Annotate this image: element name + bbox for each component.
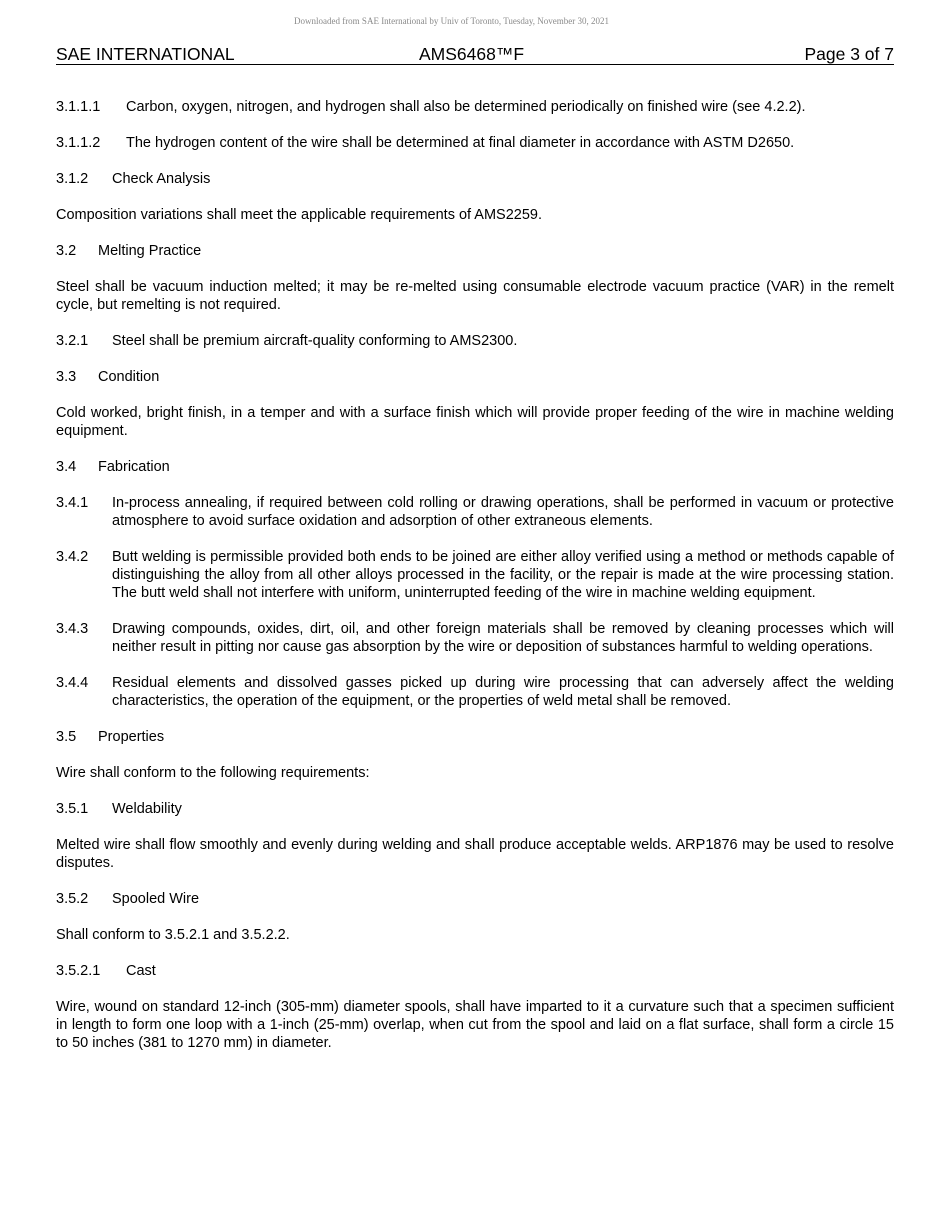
section-3-5-1-heading xyxy=(56,800,894,818)
section-number: 3.1.1.2 xyxy=(56,135,101,151)
section-3-5-2-heading xyxy=(56,890,894,908)
section-text: In-process annealing, if required between cold rolling or drawing operations, shall be performed in vacuum or protective atmosphere to avoid surface oxidation and adsorption of other extraneous elements. xyxy=(112,495,894,529)
section-number: 3.5 xyxy=(56,729,77,745)
section-title: Spooled Wire xyxy=(112,891,200,907)
section-3-2-1 xyxy=(56,332,894,350)
section-text: Residual elements and dissolved gasses picked up during wire processing that can adversely affect the welding characteristics, the operation of the equipment, or the properties of weld metal shall be removed. xyxy=(112,675,894,709)
section-3-4-1 xyxy=(56,494,894,530)
header-page-number: Page 3 of 7 xyxy=(804,44,894,64)
section-3-1-2-heading xyxy=(56,170,894,188)
section-title: Fabrication xyxy=(98,459,170,475)
document-body xyxy=(56,98,894,1070)
section-text: Carbon, oxygen, nitrogen, and hydrogen shall also be determined periodically on finished wire (see 4.2.2). xyxy=(126,99,806,115)
section-number: 3.5.2 xyxy=(56,891,89,907)
section-3-5-body: Wire shall conform to the following requirements: xyxy=(56,765,370,781)
section-3-5-1-body: Melted wire shall flow smoothly and evenly during welding and shall produce acceptable welds. ARP1876 may be used to resolve disputes. xyxy=(56,837,894,871)
section-3-5-heading xyxy=(56,728,894,746)
section-text: Butt welding is permissible provided both ends to be joined are either alloy verified using a method or methods capable of distinguishing the alloy from all other alloys processed in the facility, or the repair is made at the wire processing station. The butt weld shall not interfere with uniform, uninterrupted feeding of the wire in machine welding equipment. xyxy=(112,549,894,601)
section-text: Steel shall be premium aircraft-quality conforming to AMS2300. xyxy=(112,333,518,349)
section-3-3-heading xyxy=(56,368,894,386)
section-number: 3.2 xyxy=(56,243,77,259)
section-number: 3.2.1 xyxy=(56,333,89,349)
section-3-3-body: Cold worked, bright finish, in a temper and with a surface finish which will provide proper feeding of the wire in machine welding equipment. xyxy=(56,405,894,439)
section-3-5-2-1-heading xyxy=(56,962,894,980)
section-3-4-4 xyxy=(56,674,894,710)
section-3-1-1-1 xyxy=(56,98,894,116)
section-3-2-body: Steel shall be vacuum induction melted; it may be re-melted using consumable electrode vacuum practice (VAR) in the remelt cycle, but remelting is not required. xyxy=(56,279,894,313)
section-number: 3.1.2 xyxy=(56,171,89,187)
section-text: Drawing compounds, oxides, dirt, oil, and other foreign materials shall be removed by cleaning processes which will neither result in pitting nor cause gas absorption by the wire or deposition of substances harmful to welding operations. xyxy=(112,621,894,655)
section-title: Melting Practice xyxy=(98,243,202,259)
header-doc-id: AMS6468™F xyxy=(419,44,525,64)
section-number: 3.4.3 xyxy=(56,621,89,637)
section-number: 3.1.1.1 xyxy=(56,99,101,115)
section-number: 3.5.2.1 xyxy=(56,963,101,979)
section-3-4-2 xyxy=(56,548,894,602)
section-3-5-2-body: Shall conform to 3.5.2.1 and 3.5.2.2. xyxy=(56,927,290,943)
section-number: 3.4.4 xyxy=(56,675,89,691)
section-title: Check Analysis xyxy=(112,171,211,187)
section-number: 3.4 xyxy=(56,459,77,475)
section-text: The hydrogen content of the wire shall be determined at final diameter in accordance with ASTM D2650. xyxy=(126,135,795,151)
section-3-5-2-1-body: Wire, wound on standard 12-inch (305-mm) diameter spools, shall have imparted to it a curvature such that a specimen sufficient in length to form one loop with a 1-inch (25-mm) overlap, when cut from the spool and laid on a flat surface, shall form a circle 15 to 50 inches (381 to 1270 mm) in diameter. xyxy=(56,999,894,1051)
download-watermark: Downloaded from SAE International by Univ of Toronto, Tuesday, November 30, 2021 xyxy=(293,16,610,26)
section-title: Cast xyxy=(126,963,156,979)
section-3-4-3 xyxy=(56,620,894,656)
section-title: Weldability xyxy=(112,801,182,817)
section-number: 3.4.1 xyxy=(56,495,89,511)
header-org: SAE INTERNATIONAL xyxy=(56,44,235,64)
section-number: 3.4.2 xyxy=(56,549,89,565)
section-title: Properties xyxy=(98,729,165,745)
section-title: Condition xyxy=(98,369,160,385)
section-3-1-1-2 xyxy=(56,134,894,152)
section-3-4-heading xyxy=(56,458,894,476)
section-number: 3.3 xyxy=(56,369,77,385)
section-3-2-heading xyxy=(56,242,894,260)
section-number: 3.5.1 xyxy=(56,801,89,817)
page-header xyxy=(56,44,894,65)
section-3-1-2-body: Composition variations shall meet the applicable requirements of AMS2259. xyxy=(56,207,543,223)
